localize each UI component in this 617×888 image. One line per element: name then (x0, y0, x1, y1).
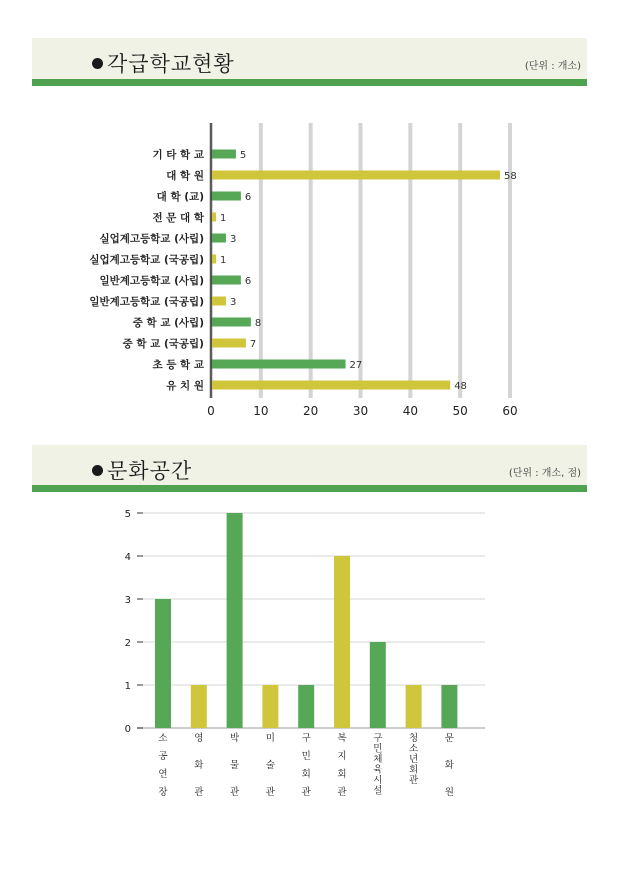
data-label: 3 (229, 234, 237, 245)
culture-header-underline (32, 485, 587, 492)
schools-bar-chart (0, 110, 617, 430)
bar (211, 297, 226, 306)
x-tick-label: 50 (452, 404, 468, 418)
x-category-label: 원 (444, 787, 454, 798)
culture-title-text: 문화공간 (107, 459, 193, 483)
bar (211, 192, 241, 201)
x-category-label: 화 (194, 760, 204, 771)
x-category-label: 설 (373, 785, 383, 797)
bar (298, 685, 314, 728)
x-category-label: 지 (337, 751, 347, 762)
data-label: 3 (229, 297, 237, 308)
x-category-label: 영 (194, 733, 204, 744)
x-category-label: 시 (373, 775, 383, 786)
bar (211, 360, 346, 369)
schools-section-title (92, 48, 235, 78)
x-category-label: 관 (194, 787, 204, 798)
x-category-label: 관 (230, 787, 240, 798)
x-category-label: 화 (444, 760, 454, 771)
x-category-label: 소 (409, 743, 419, 755)
x-tick-label: 20 (303, 404, 319, 418)
x-category-label: 관 (337, 787, 347, 798)
bar (211, 234, 226, 243)
data-label: 6 (244, 192, 252, 203)
data-label: 1 (219, 255, 227, 266)
category-label: 일반계고등학교 (국공립) (89, 296, 204, 308)
bar (211, 381, 450, 390)
x-category-label: 물 (230, 760, 240, 771)
schools-unit-label: (단위 : 개소) (524, 61, 581, 72)
category-label: 대 학 (교) (156, 191, 204, 203)
bar (211, 318, 251, 327)
data-label: 6 (244, 276, 252, 287)
x-category-label: 술 (265, 760, 275, 771)
x-category-label: 민 (373, 743, 383, 755)
x-category-label: 회 (301, 769, 311, 780)
x-category-label: 회 (337, 769, 347, 780)
bar (441, 685, 457, 728)
x-category-label: 청 (409, 733, 419, 744)
y-tick-label: 2 (124, 638, 131, 649)
bullet-icon (92, 58, 103, 69)
y-tick-label: 3 (124, 595, 131, 606)
category-label: 유 치 원 (166, 380, 204, 392)
x-category-label: 관 (265, 787, 275, 798)
bar (211, 171, 500, 180)
bar (211, 150, 236, 159)
x-category-label: 년 (409, 754, 419, 765)
bullet-icon (92, 465, 103, 476)
culture-bar-chart (0, 500, 617, 820)
category-label: 중 학 교 (국공립) (122, 338, 204, 350)
bar (406, 685, 422, 728)
culture-section-title (92, 455, 192, 485)
x-category-label: 관 (301, 787, 311, 798)
x-tick-label: 10 (253, 404, 269, 418)
x-category-label: 구 (373, 733, 383, 744)
x-category-label: 연 (158, 769, 168, 780)
culture-section-header (32, 445, 587, 492)
data-label: 27 (349, 360, 363, 371)
data-label: 7 (249, 339, 257, 350)
x-category-label: 문 (444, 733, 454, 744)
category-label: 실업계고등학교 (국공립) (89, 254, 204, 266)
schools-section-header (32, 38, 587, 86)
x-category-label: 회 (409, 764, 419, 776)
category-label: 초 등 학 교 (152, 359, 204, 371)
y-tick-label: 5 (124, 509, 131, 520)
bar (227, 513, 243, 728)
x-category-label: 장 (158, 787, 168, 798)
x-tick-label: 0 (207, 404, 215, 418)
category-label: 기 타 학 교 (152, 149, 204, 161)
bar (370, 642, 386, 728)
x-category-label: 구 (301, 733, 311, 744)
x-tick-label: 60 (502, 404, 518, 418)
x-category-label: 체 (373, 754, 383, 765)
x-category-label: 공 (158, 751, 168, 762)
bar (262, 685, 278, 728)
x-category-label: 민 (301, 751, 311, 762)
bar (191, 685, 207, 728)
x-category-label: 미 (265, 733, 275, 744)
category-label: 중 학 교 (사립) (132, 317, 204, 329)
y-tick-label: 4 (124, 552, 131, 563)
category-label: 전 문 대 학 (152, 212, 204, 224)
data-label: 5 (239, 150, 247, 161)
data-label: 1 (219, 213, 227, 224)
bar (155, 599, 171, 728)
culture-unit-label: (단위 : 개소, 점) (508, 468, 581, 479)
bar (211, 339, 246, 348)
data-label: 48 (454, 381, 467, 392)
x-category-label: 육 (373, 764, 383, 776)
data-label: 8 (254, 318, 262, 329)
bar (211, 276, 241, 285)
data-label: 58 (504, 171, 517, 182)
x-category-label: 소 (158, 733, 168, 744)
y-tick-label: 0 (124, 724, 131, 735)
bar (334, 556, 350, 728)
schools-title-text: 각급학교현황 (107, 52, 235, 76)
schools-header-underline (32, 79, 587, 86)
category-label: 대 학 원 (166, 170, 204, 182)
x-tick-label: 30 (352, 404, 369, 418)
x-category-label: 관 (409, 775, 419, 786)
category-label: 일반계고등학교 (사립) (99, 275, 204, 287)
x-tick-label: 40 (402, 404, 418, 418)
x-category-label: 박 (230, 733, 240, 744)
y-tick-label: 1 (124, 681, 131, 692)
x-category-label: 복 (337, 733, 347, 744)
category-label: 실업계고등학교 (사립) (99, 233, 204, 245)
